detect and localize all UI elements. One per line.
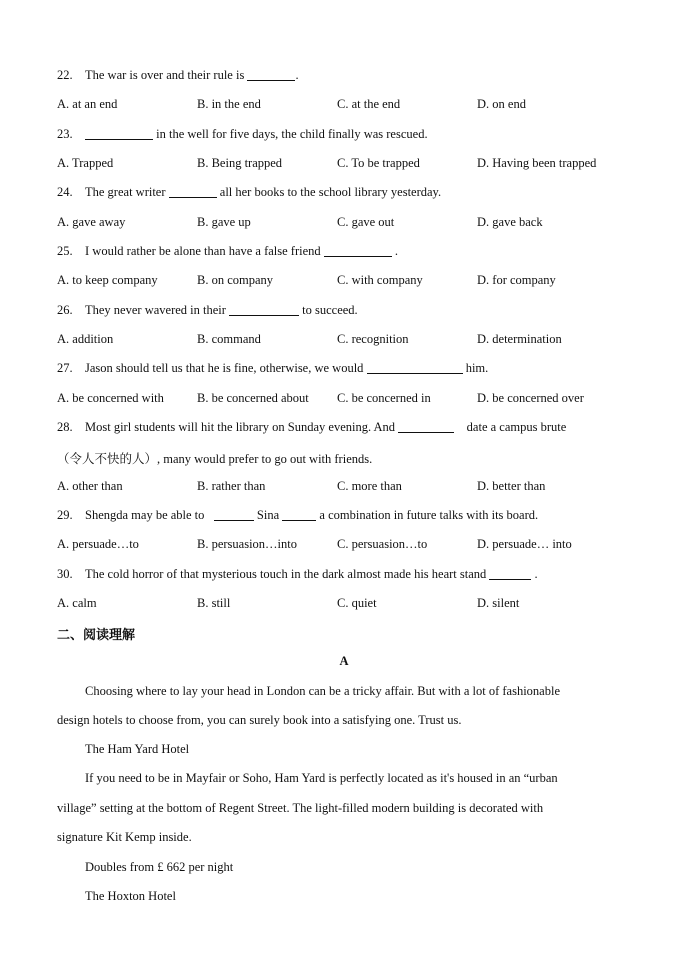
answer-blank: [214, 508, 254, 521]
passage-line: If you need to be in Mayfair or Soho, Ham Yard is perfectly located as it's housed in an “urban: [85, 771, 558, 785]
answer-blank: [282, 508, 316, 521]
option-a: A. persuade…to: [57, 537, 139, 551]
options-23: [57, 156, 657, 172]
option-b: B. gave up: [197, 215, 251, 229]
options-29: [57, 537, 657, 553]
question-27: [57, 361, 488, 376]
question-number: 27.: [57, 361, 73, 375]
question-22: [57, 68, 299, 83]
option-c: C. persuasion…to: [337, 537, 428, 551]
question-number: 28.: [57, 420, 73, 434]
question-text: （令人不快的人）, many would prefer to go out with friends.: [57, 452, 373, 466]
answer-blank: [169, 185, 217, 198]
option-b: B. in the end: [197, 97, 261, 111]
option-c: C. gave out: [337, 215, 395, 229]
answer-blank: [247, 68, 295, 81]
option-a: A. other than: [57, 479, 123, 493]
option-d: D. for company: [477, 273, 556, 287]
options-27: [57, 391, 657, 407]
option-d: D. silent: [477, 596, 520, 610]
question-text: Sina: [253, 508, 283, 522]
question-24: [57, 185, 441, 200]
hotel-name: The Hoxton Hotel: [85, 889, 176, 903]
question-text: to succeed.: [299, 303, 358, 317]
question-number: 29.: [57, 508, 73, 522]
question-text: The war is over and their rule is: [85, 68, 248, 82]
option-c: C. quiet: [337, 596, 377, 610]
answer-blank: [398, 420, 454, 433]
question-text: Jason should tell us that he is fine, otherwise, we would: [85, 361, 367, 375]
question-23: [57, 127, 428, 142]
option-d: D. gave back: [477, 215, 543, 229]
options-30: [57, 596, 657, 612]
option-d: D. Having been trapped: [477, 156, 597, 170]
option-c: C. at the end: [337, 97, 401, 111]
option-d: D. better than: [477, 479, 546, 493]
options-28: [57, 479, 657, 495]
option-c: C. recognition: [337, 332, 409, 346]
question-25: [57, 244, 398, 259]
option-d: D. be concerned over: [477, 391, 584, 405]
question-text: date a campus brute: [454, 420, 567, 434]
question-29: [57, 508, 538, 523]
question-text: They never wavered in their: [85, 303, 230, 317]
passage-line: design hotels to choose from, you can surely book into a satisfying one. Trust us.: [57, 713, 462, 727]
question-text: him.: [462, 361, 489, 375]
options-22: [57, 97, 657, 113]
question-28-continuation: [57, 449, 372, 467]
option-d: D. on end: [477, 97, 526, 111]
option-a: A. at an end: [57, 97, 118, 111]
option-d: D. persuade… into: [477, 537, 572, 551]
question-text: .: [295, 68, 299, 82]
question-text: .: [531, 567, 538, 581]
option-c: C. To be trapped: [337, 156, 420, 170]
question-number: 22.: [57, 68, 73, 82]
answer-blank: [324, 244, 392, 257]
question-text: The cold horror of that mysterious touch in the dark almost made his heart stand: [85, 567, 490, 581]
question-30: [57, 567, 538, 582]
options-26: [57, 332, 657, 348]
section-heading: 二、阅读理解: [57, 628, 136, 643]
question-number: 23.: [57, 127, 73, 141]
options-24: [57, 215, 657, 231]
question-number: 26.: [57, 303, 73, 317]
question-text: I would rather be alone than have a false friend: [85, 244, 324, 258]
option-a: A. addition: [57, 332, 114, 346]
option-b: B. persuasion…into: [197, 537, 297, 551]
question-number: 25.: [57, 244, 73, 258]
question-text: The great writer: [85, 185, 169, 199]
question-text: a combination in future talks with its board.: [316, 508, 539, 522]
question-text: Shengda may be able to: [85, 508, 214, 522]
question-number: 30.: [57, 567, 73, 581]
option-b: B. rather than: [197, 479, 266, 493]
option-c: C. be concerned in: [337, 391, 431, 405]
option-b: B. Being trapped: [197, 156, 283, 170]
question-text: Most girl students will hit the library on Sunday evening. And: [85, 420, 399, 434]
option-b: B. on company: [197, 273, 274, 287]
question-26: [57, 303, 358, 318]
option-d: D. determination: [477, 332, 562, 346]
option-b: B. command: [197, 332, 261, 346]
option-c: C. with company: [337, 273, 423, 287]
options-25: [57, 273, 657, 289]
option-a: A. gave away: [57, 215, 126, 229]
question-number: 24.: [57, 185, 73, 199]
question-text: .: [391, 244, 399, 258]
question-28: [57, 420, 566, 435]
option-a: A. Trapped: [57, 156, 114, 170]
passage-line: Choosing where to lay your head in London can be a tricky affair. But with a lot of fashionable: [85, 684, 560, 698]
option-c: C. more than: [337, 479, 402, 493]
option-b: B. be concerned about: [197, 391, 309, 405]
answer-blank: [367, 361, 463, 374]
passage-label: A: [339, 654, 349, 668]
answer-blank: [229, 303, 299, 316]
option-a: A. calm: [57, 596, 97, 610]
question-text: all her books to the school library yesterday.: [216, 185, 442, 199]
option-b: B. still: [197, 596, 231, 610]
option-a: A. be concerned with: [57, 391, 164, 405]
passage-line: village” setting at the bottom of Regent Street. The light-filled modern building is decorated with: [57, 801, 544, 815]
hotel-price: Doubles from £ 662 per night: [85, 860, 234, 874]
answer-blank: [489, 567, 531, 580]
question-text: in the well for five days, the child finally was rescued.: [153, 127, 428, 141]
passage-line: signature Kit Kemp inside.: [57, 830, 192, 844]
answer-blank: [85, 127, 153, 140]
hotel-name: The Ham Yard Hotel: [85, 742, 190, 756]
option-a: A. to keep company: [57, 273, 158, 287]
